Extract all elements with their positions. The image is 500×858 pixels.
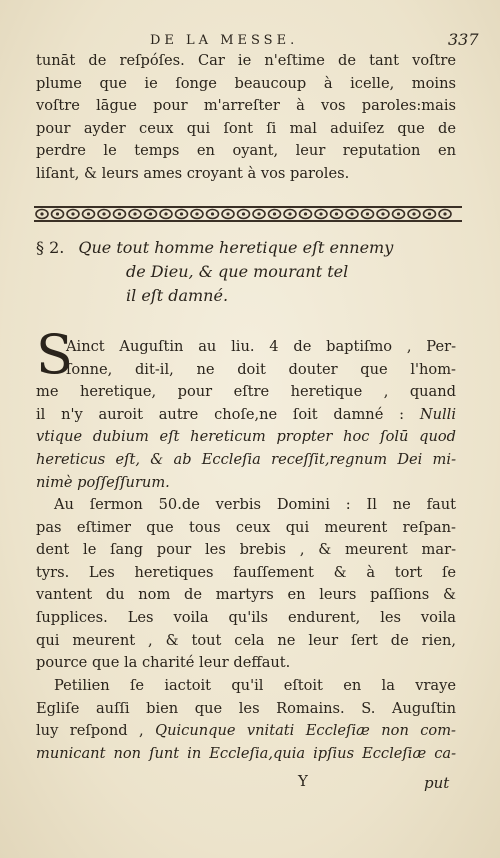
text-line: [36, 698, 456, 721]
text-line: liſant, & leurs ames croyant à vos paroles.: [36, 164, 350, 182]
roman-text: Petilien ſe iactoit qu'il eſtoit en la vraye: [54, 677, 456, 694]
text-line: [36, 359, 456, 382]
text-line: dent le ſang pour les brebis , & meurent mar-: [36, 541, 456, 559]
drop-cap: S: [36, 323, 73, 386]
roman-text: me heretique, pour eſtre heretique , quand: [36, 383, 456, 401]
ornament-dot: [304, 212, 307, 215]
ornament-dot: [397, 212, 400, 215]
ornament-dot: [288, 212, 291, 215]
ornament-dot: [273, 212, 276, 215]
latin-quote: nimè poſſeſſurum.: [36, 473, 170, 491]
ornament-dot: [443, 212, 446, 215]
roman-text: ſonne, dit-il, ne doit douter que l'hom-: [66, 360, 456, 378]
text-line: vantent du nom de martyrs en leurs paſſions &: [36, 586, 456, 604]
latin-quote: municant non ſunt in Eccleſia,quia ipſius Eccleſiæ ca-: [36, 744, 456, 762]
text-line: [36, 426, 456, 449]
opening-paragraph: [36, 50, 456, 186]
heading-line: de Dieu, & que mourant tel: [126, 262, 349, 281]
roman-text: il n'y auroit autre choſe,ne ſoit damné :: [36, 405, 420, 423]
text-line: voſtre lāgue pour m'arreſter à vos paroles:mais: [36, 97, 456, 115]
text-line: [36, 404, 456, 427]
roman-text: Egliſe auſſi bien que les Romains. S. Auguſtin: [36, 699, 456, 717]
latin-quote: Quicunque vnitati Eccleſiæ non com-: [155, 722, 456, 740]
latin-quote: hereticus eſt, & ab Eccleſia receſſit,regnum Dei mi-: [36, 450, 456, 468]
text-line: qui meurent , & tout cela ne leur ſert de rien,: [36, 631, 456, 649]
ornament-dot: [195, 212, 198, 215]
ornament-dot: [87, 212, 90, 215]
text-line: [36, 381, 456, 404]
ornament-dot: [335, 212, 338, 215]
running-head: DE LA MESSE.: [150, 33, 299, 48]
ornament-dot: [381, 212, 384, 215]
paragraph-petilien: [36, 675, 456, 765]
text-line: perdre le temps en oyant, leur reputation en: [36, 142, 456, 160]
ornament-dot: [211, 212, 214, 215]
ornament-dot: [71, 212, 74, 215]
latin-quote: vtique dubium eſt hereticum propter hoc ſolū quod: [36, 428, 456, 446]
ornament-dot: [350, 212, 353, 215]
roman-text: luy reſpond ,: [36, 722, 156, 740]
section-number: § 2.: [36, 238, 65, 257]
text-line: tunāt de reſpóſes. Car ie n'eſtime de tant voſtre: [36, 52, 456, 69]
ornament-dot: [428, 212, 431, 215]
heading-line: il eſt damné.: [126, 286, 229, 305]
ornament-dot: [242, 212, 245, 215]
page-number: 337: [448, 30, 479, 49]
text-line: tyrs. Les heretiques fauſſement & à tort ſe: [36, 563, 456, 581]
text-line: pour ayder ceux qui ſont ſi mal aduiſez que de: [36, 119, 456, 137]
text-line: [36, 720, 456, 743]
heading-line: Que tout homme heretique eſt ennemy: [78, 238, 394, 257]
text-line: pas eſtimer que tous ceux qui meurent reſpan-: [36, 518, 456, 536]
signature-mark: Y: [298, 772, 308, 790]
ornament-dot: [257, 212, 260, 215]
paragraph-augustin: [36, 336, 456, 494]
ornament-dot: [40, 212, 43, 215]
ornament-dot: [319, 212, 322, 215]
text-line: ſupplices. Les voila qu'ils endurent, les voila: [36, 608, 456, 626]
page-footer: [0, 772, 500, 796]
roman-text: Ainct Auguſtin au liu. 4 de baptiſmo , Per-: [66, 338, 456, 355]
ornament-dot: [133, 212, 136, 215]
ornament-dot: [366, 212, 369, 215]
text-line: [36, 449, 456, 472]
ornament-dot: [164, 212, 167, 215]
text-line: pource que la charité leur deffaut.: [36, 654, 291, 672]
paragraph-sermon: [36, 494, 456, 675]
latin-quote: Nulli: [419, 405, 456, 423]
ornament-dot: [412, 212, 415, 215]
ornament-dot: [118, 212, 121, 215]
ornament-dot: [149, 212, 152, 215]
page-header: [0, 30, 500, 52]
text-line: Au ſermon 50.de verbis Domini : Il ne faut: [54, 496, 456, 513]
ornament-band: [34, 205, 462, 223]
catchword: put: [424, 774, 450, 792]
ornament-dot: [180, 212, 183, 215]
ornament-dot: [226, 212, 229, 215]
text-line: [36, 675, 456, 698]
text-line: [36, 336, 456, 359]
ornament-dot: [102, 212, 105, 215]
text-line: [36, 472, 456, 495]
ornament-dot: [56, 212, 59, 215]
text-line: [36, 743, 456, 766]
text-line: plume que ie ſonge beaucoup à icelle, moins: [36, 74, 456, 92]
section-heading: [36, 236, 456, 308]
